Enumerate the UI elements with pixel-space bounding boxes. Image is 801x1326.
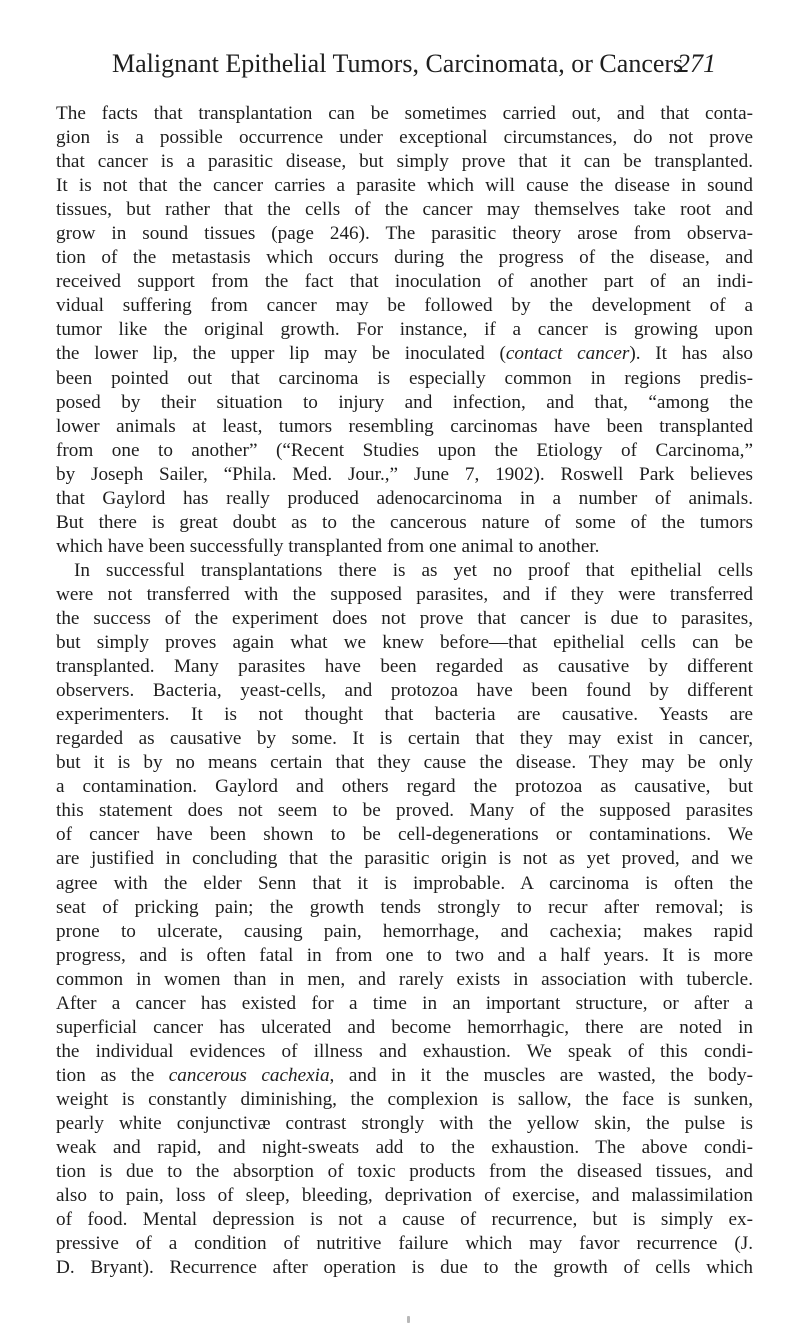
text-line: grow in sound tissues (page 246). The parasitic theory arose from observa-: [56, 223, 753, 245]
text-line: pressive of a condition of nutritive failure which may favor recurrence (J.: [56, 1233, 753, 1255]
text-line: superficial cancer has ulcerated and become hemorrhagic, there are noted in: [56, 1016, 753, 1038]
text-line: lower animals at least, tumors resembling carcinomas have been transplanted: [56, 415, 753, 437]
text-line: are justified in concluding that the parasitic origin is not as yet proved, and we: [56, 848, 753, 870]
text-line: The facts that transplantation can be sometimes carried out, and that conta-: [56, 103, 753, 124]
text-line: It is not that the cancer carries a parasite which will cause the disease in sound: [56, 175, 753, 197]
italic-term: contact cancer: [505, 343, 630, 365]
text-line: agree with the elder Senn that it is improbable. A carcinoma is often the: [56, 872, 753, 894]
text-line: experimenters. It is not thought that bacteria are causative. Yeasts are: [56, 704, 753, 726]
italic-term: cancerous cachexia: [168, 1064, 330, 1086]
text-line: prone to ulcerate, causing pain, hemorrhage, and cachexia; makes rapid: [56, 920, 753, 942]
text-segment: tion as the: [56, 1064, 169, 1086]
text-segment: , and in it the muscles are wasted, the body-: [329, 1064, 753, 1086]
text-line: were not transferred with the supposed parasites, and if they were transferred: [56, 583, 753, 605]
text-line: In successful transplantations there is as yet no proof that epithelial cells: [74, 559, 753, 581]
text-line: posed by their situation to injury and infection, and that, “among the: [56, 391, 753, 413]
text-line: tion of the metastasis which occurs during the progress of the disease, and: [56, 247, 753, 269]
text-line: [56, 342, 753, 366]
text-line: pearly white conjunctivæ contrast strongly with the yellow skin, the pulse is: [56, 1112, 753, 1134]
text-line: but it is by no means certain that they cause the disease. They may be only: [56, 752, 753, 774]
running-head-title: Malignant Epithelial Tumors, Carcinomata, or Cancers: [112, 49, 684, 78]
text-line: tissues, but rather that the cells of the cancer may themselves take root and: [56, 199, 753, 221]
text-line: which have been successfully transplanted from one animal to another.: [56, 535, 600, 557]
text-line: of food. Mental depression is not a cause of recurrence, but is simply ex-: [56, 1209, 753, 1231]
text-segment: ). It has also: [629, 343, 754, 365]
text-line: the individual evidences of illness and exhaustion. We speak of this condi-: [56, 1040, 753, 1062]
text-line: tion is due to the absorption of toxic products from the diseased tissues, and: [56, 1161, 753, 1183]
page-number: 271: [677, 49, 716, 78]
text-line: gion is a possible occurrence under exceptional circumstances, do not prove: [56, 127, 753, 149]
text-line: regarded as causative by some. It is certain that they may exist in cancer,: [56, 728, 753, 750]
text-line: weak and rapid, and night-sweats add to the exhaustion. The above condi-: [56, 1137, 753, 1159]
text-line: weight is constantly diminishing, the complexion is sallow, the face is sunken,: [56, 1088, 753, 1110]
text-line: that cancer is a parasitic disease, but simply prove that it can be transplanted.: [56, 151, 753, 173]
text-line: also to pain, loss of sleep, bleeding, deprivation of exercise, and malassimilation: [56, 1185, 753, 1207]
text-line: of cancer have been shown to be cell-degenerations or contaminations. We: [56, 824, 753, 846]
text-line: from one to another” (“Recent Studies upon the Etiology of Carcinoma,”: [56, 439, 753, 461]
text-line: the success of the experiment does not prove that cancer is due to parasites,: [56, 607, 753, 629]
text-line: vidual suffering from cancer may be followed by the development of a: [56, 295, 753, 317]
text-line: by Joseph Sailer, “Phila. Med. Jour.,” June 7, 1902). Roswell Park believes: [56, 463, 753, 485]
text-line: tumor like the original growth. For instance, if a cancer is growing upon: [56, 319, 753, 341]
text-line: been pointed out that carcinoma is especially common in regions predis-: [56, 367, 753, 389]
text-line: After a cancer has existed for a time in an important structure, or after a: [56, 992, 753, 1014]
text-line: that Gaylord has really produced adenocarcinoma in a number of animals.: [56, 487, 753, 509]
text-line: received support from the fact that inoculation of another part of an indi-: [56, 271, 753, 293]
scan-speck: [407, 1316, 410, 1323]
text-line: But there is great doubt as to the cancerous nature of some of the tumors: [56, 511, 753, 533]
text-line: observers. Bacteria, yeast-cells, and protozoa have been found by different: [56, 680, 753, 702]
text-line: D. Bryant). Recurrence after operation is due to the growth of cells which: [56, 1257, 753, 1279]
text-line: [56, 1064, 753, 1088]
text-line: a contamination. Gaylord and others regard the protozoa as causative, but: [56, 776, 753, 798]
text-line: transplanted. Many parasites have been regarded as causative by different: [56, 656, 753, 678]
text-line: seat of pricking pain; the growth tends strongly to recur after removal; is: [56, 896, 753, 918]
text-segment: the lower lip, the upper lip may be inoculated (: [56, 343, 506, 365]
text-line: but simply proves again what we knew before—that epithelial cells can be: [56, 632, 753, 654]
text-line: common in women than in men, and rarely exists in association with tubercle.: [56, 968, 753, 990]
text-line: progress, and is often fatal in from one to two and a half years. It is more: [56, 944, 753, 966]
running-head: [104, 44, 716, 84]
body-text: [56, 102, 753, 1280]
text-line: this statement does not seem to be proved. Many of the supposed parasites: [56, 800, 753, 822]
